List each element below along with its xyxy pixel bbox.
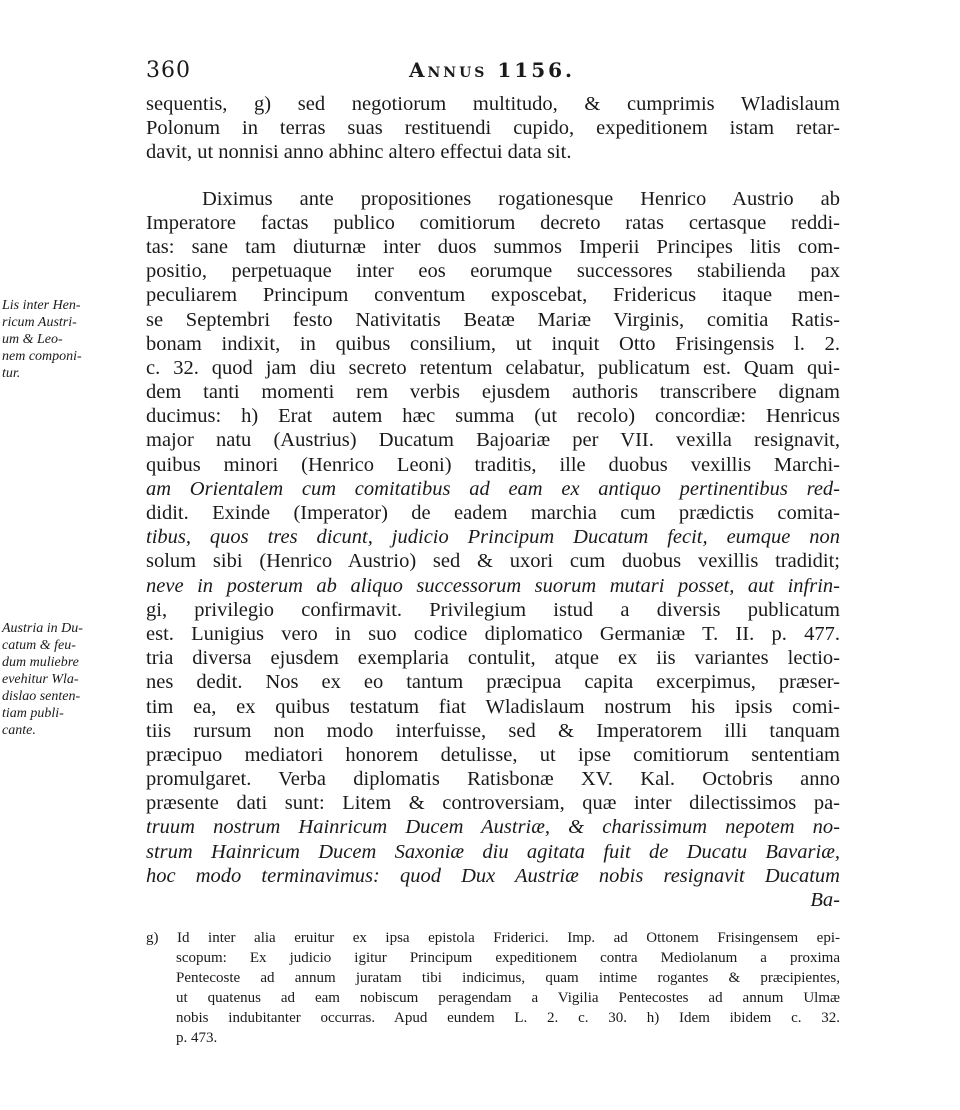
page-header xyxy=(146,58,838,88)
body-line: tiis rursum non modo interfuisse, sed & Imperatorem illi tanquam xyxy=(146,719,840,742)
body-line: tibus, quos tres dicunt, judicio Principum Ducatum fecit, eumque non xyxy=(146,526,840,549)
body-line: Diximus ante propositiones rogationesque Henrico Austrio ab xyxy=(202,187,840,210)
footnote-line: Pentecoste ad annum juratam tibi indicimus, quam intime rogantes & præcipientes, xyxy=(176,970,840,986)
marginal-note-line: um & Leo- xyxy=(2,332,63,347)
body-line: quibus minori (Henrico Leoni) traditis, ille duobus vexillis Marchi- xyxy=(146,453,840,476)
marginal-note-line: tur. xyxy=(2,366,21,381)
body-line: didit. Exinde (Imperator) de eadem marchia cum prædictis comita- xyxy=(146,502,840,524)
page-number: 360 xyxy=(146,58,191,83)
body-line: præsente dati sunt: Litem & controversiam, quæ inter dilectissimos pa- xyxy=(146,792,840,815)
body-line: major natu (Austrius) Ducatum Bajoariæ per VII. vexilla resignavit, xyxy=(146,429,840,452)
footnote-line: g) Id inter alia eruitur ex ipsa epistola Friderici. Imp. ad Ottonem Frisingensem epi- xyxy=(146,930,840,946)
body-line: neve in posterum ab aliquo successorum suorum mutari posset, aut infrin- xyxy=(146,574,840,597)
marginal-note-line: Lis inter Hen- xyxy=(2,298,81,313)
body-line: promulgaret. Verba diplomatis Ratisbonæ XV. Kal. Octobris anno xyxy=(146,768,840,791)
body-line: positio, perpetuaque inter eos eorumque successores stabilienda pax xyxy=(146,260,840,283)
body-line: tria diversa ejusdem exemplaria contulit, atque ex iis variantes lectio- xyxy=(146,647,840,670)
footnotes xyxy=(146,928,840,1048)
paragraph-gap xyxy=(146,165,840,187)
body-line: Imperatore factas publico comitiorum decreto ratas certasque reddi- xyxy=(146,211,840,234)
body-line: bonam indixit, in quibus consilium, ut inquit Otto Frisingensis l. 2. xyxy=(146,332,840,355)
body-line: davit, ut nonnisi anno abhinc altero effectui data sit. xyxy=(146,141,572,164)
footnote-line: p. 473. xyxy=(176,1030,218,1046)
body-line: dem tanti momenti rem verbis ejusdem authoris transcribere dignam xyxy=(146,381,840,404)
body-line: est. Lunigius vero in suo codice diplomatico Germaniæ T. II. p. 477. xyxy=(146,622,840,645)
body-line: truum nostrum Hainricum Ducem Austriæ, & charissimum nepotem no- xyxy=(146,816,840,839)
marginal-note-lis xyxy=(2,297,142,382)
body-line: nes dedit. Nos ex eo tantum præcipua capita excerpimus, præser- xyxy=(146,671,840,694)
body-line: gi, privilegio confirmavit. Privilegium istud a diversis publicatum xyxy=(146,598,840,621)
footnote-line: ut quatenus ad eam nobiscum peragendam a Vigilia Pentecostes ad annum Ulmæ xyxy=(176,990,840,1006)
body-line: peculiarem Principum conventum exposcebat, Fridericus itaque men- xyxy=(146,284,840,307)
body-line: præcipuo mediatori honorem detulisse, ut ipse comitiorum sententiam xyxy=(146,743,840,766)
marginal-note-line: dislao senten- xyxy=(2,689,81,704)
body-line: Ba- xyxy=(810,889,840,911)
body-line: c. 32. quod jam diu secreto retentum celabatur, publicatum est. Quam qui- xyxy=(146,356,840,379)
body-line: tas: sane tam diuturnæ inter duos summos Imperii Principes litis com- xyxy=(146,235,840,258)
body-line: solum sibi (Henrico Austrio) sed & uxori cum duobus vexillis tradidit; xyxy=(146,550,840,573)
body-line: Polonum in terras suas restituendi cupido, expeditionem istam retar- xyxy=(146,117,840,140)
marginal-note-line: Austria in Du- xyxy=(2,621,83,636)
body-line: strum Hainricum Ducem Saxoniæ diu agitata fuit de Ducatu Bavariæ, xyxy=(146,840,840,863)
body-line: sequentis, g) sed negotiorum multitudo, & cumprimis Wladislaum xyxy=(146,93,840,115)
footnote-line: nobis indubitanter occurras. Apud eundem L. 2. c. 30. h) Idem ibidem c. 32. xyxy=(176,1010,840,1026)
body-line: hoc modo terminavimus: quod Dux Austriæ nobis resignavit Ducatum xyxy=(146,864,840,887)
marginal-note-line: tiam publi- xyxy=(2,706,64,721)
running-title: Annus 1156. xyxy=(408,58,576,82)
body-line: ducimus: h) Erat autem hæc summa (ut recolo) concordiæ: Henricus xyxy=(146,405,840,428)
body-line: am Orientalem cum comitatibus ad eam ex antiquo pertinentibus red- xyxy=(146,477,840,500)
body-line: tim ea, ex quibus testatum fiat Wladislaum nostrum his ipsis comi- xyxy=(146,695,840,718)
footnote-line: scopum: Ex judicio igitur Principum expeditionem contra Mediolanum a proxima xyxy=(176,950,840,966)
main-text xyxy=(146,92,840,912)
marginal-note-line: dum muliebre xyxy=(2,655,79,670)
marginal-note-line: catum & feu- xyxy=(2,638,76,653)
marginal-note-austria xyxy=(2,620,142,739)
body-line: se Septembri festo Nativitatis Beatæ Mariæ Virginis, comitia Ratis- xyxy=(146,308,840,331)
marginal-note-line: cante. xyxy=(2,723,36,738)
marginal-note-line: nem componi- xyxy=(2,349,82,364)
marginal-note-line: ricum Austri- xyxy=(2,315,77,330)
marginal-note-line: evehitur Wla- xyxy=(2,672,79,687)
